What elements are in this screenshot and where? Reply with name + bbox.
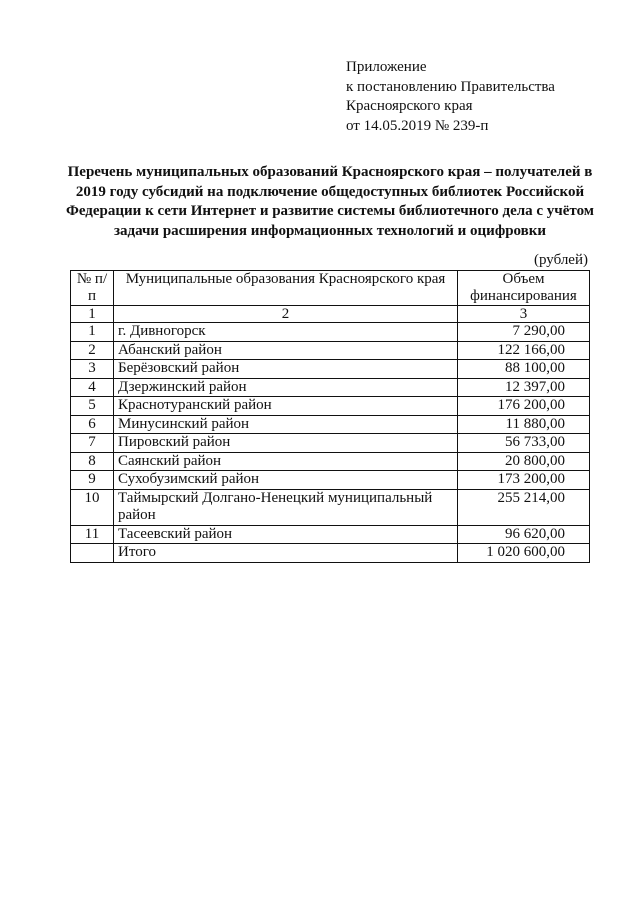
annex-line: Красноярского края bbox=[346, 98, 473, 114]
table-body bbox=[71, 323, 590, 563]
row-number: 3 bbox=[71, 360, 114, 379]
funding-amount: 11 880,00 bbox=[458, 415, 590, 434]
municipality-name: Дзержинский район bbox=[114, 378, 458, 397]
column-index-cell: 1 bbox=[71, 306, 114, 323]
municipality-name: г. Дивногорск bbox=[114, 323, 458, 342]
table-row bbox=[71, 471, 590, 490]
header-num: № п/п bbox=[71, 271, 114, 306]
table-row bbox=[71, 525, 590, 544]
municipality-name: Саянский район bbox=[114, 452, 458, 471]
units-label: (рублей) bbox=[533, 252, 588, 268]
column-index-cell: 2 bbox=[114, 306, 458, 323]
total-number bbox=[71, 544, 114, 563]
table-row bbox=[71, 434, 590, 453]
row-number: 10 bbox=[71, 489, 114, 525]
table-row bbox=[71, 323, 590, 342]
municipality-name: Берёзовский район bbox=[114, 360, 458, 379]
annex-line: от 14.05.2019 № 239-п bbox=[346, 117, 489, 134]
row-number: 4 bbox=[71, 378, 114, 397]
municipality-name: Таймырский Долгано-Ненецкий муниципальный район bbox=[114, 489, 458, 525]
document-title: Перечень муниципальных образований Красноярского края – получателей в 2019 году субсидий на подключение общедоступных библиотек Российской Федерации к сети Интернет и развитие системы библиотечного дела с учётом задачи расширения информационных технологий и оцифровки bbox=[65, 164, 595, 239]
row-number: 8 bbox=[71, 452, 114, 471]
funding-amount: 20 800,00 bbox=[458, 452, 590, 471]
funding-amount: 96 620,00 bbox=[458, 525, 590, 544]
municipality-name: Абанский район bbox=[114, 341, 458, 360]
header-amount: Объем финансирования bbox=[458, 271, 590, 306]
funding-amount: 176 200,00 bbox=[458, 397, 590, 416]
row-number: 7 bbox=[71, 434, 114, 453]
table-row bbox=[71, 489, 590, 525]
row-number: 1 bbox=[71, 323, 114, 342]
funding-amount: 255 214,00 bbox=[458, 489, 590, 525]
row-number: 5 bbox=[71, 397, 114, 416]
table-row bbox=[71, 378, 590, 397]
funding-amount: 7 290,00 bbox=[458, 323, 590, 342]
column-index-cell: 3 bbox=[458, 306, 590, 323]
funding-amount: 173 200,00 bbox=[458, 471, 590, 490]
table-header-row bbox=[71, 271, 590, 306]
municipality-name: Сухобузимский район bbox=[114, 471, 458, 490]
table-row bbox=[71, 452, 590, 471]
row-number: 2 bbox=[71, 341, 114, 360]
column-index-row bbox=[71, 306, 590, 323]
municipality-name: Краснотуранский район bbox=[114, 397, 458, 416]
table-row bbox=[71, 360, 590, 379]
funding-amount: 56 733,00 bbox=[458, 434, 590, 453]
funding-amount: 12 397,00 bbox=[458, 378, 590, 397]
municipality-name: Минусинский район bbox=[114, 415, 458, 434]
funding-amount: 122 166,00 bbox=[458, 341, 590, 360]
header-name: Муниципальные образования Красноярского края bbox=[114, 271, 458, 306]
municipality-name: Пировский район bbox=[114, 434, 458, 453]
row-number: 11 bbox=[71, 525, 114, 544]
annex-line: Приложение bbox=[346, 59, 427, 75]
total-label: Итого bbox=[114, 544, 458, 563]
table-row bbox=[71, 397, 590, 416]
municipality-name: Тасеевский район bbox=[114, 525, 458, 544]
funding-amount: 88 100,00 bbox=[458, 360, 590, 379]
annex-line: к постановлению Правительства bbox=[346, 78, 555, 95]
annex-header bbox=[346, 58, 555, 136]
table-row bbox=[71, 341, 590, 360]
total-amount: 1 020 600,00 bbox=[458, 544, 590, 563]
funding-table bbox=[70, 270, 590, 563]
table-row bbox=[71, 415, 590, 434]
row-number: 9 bbox=[71, 471, 114, 490]
table-total-row bbox=[71, 544, 590, 563]
row-number: 6 bbox=[71, 415, 114, 434]
